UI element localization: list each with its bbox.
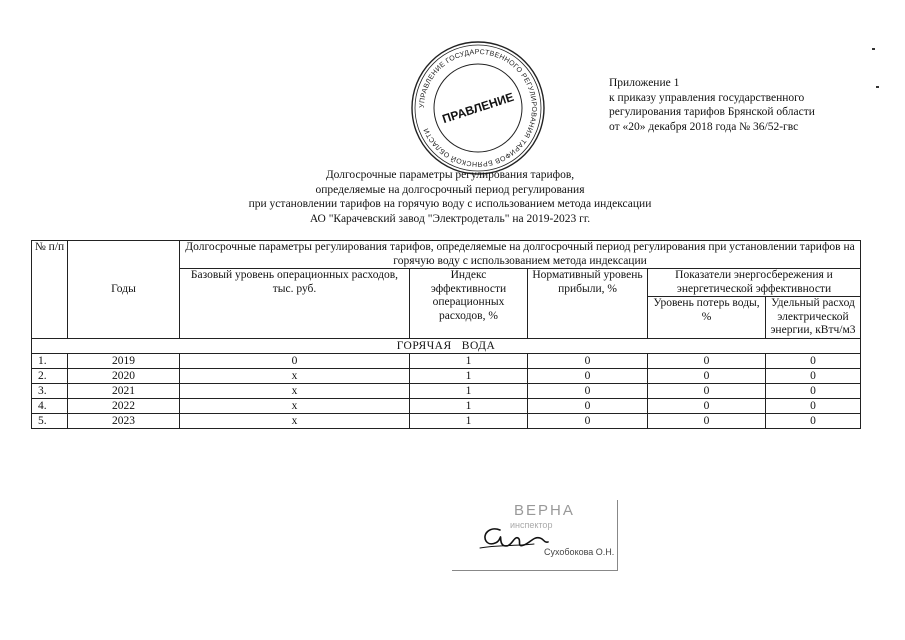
table-row <box>32 353 861 368</box>
cell-num: 2. <box>32 368 68 383</box>
cell-efficiency-index: 1 <box>410 383 528 398</box>
cell-year: 2019 <box>68 353 180 368</box>
cell-water-loss: 0 <box>648 368 766 383</box>
cell-num: 4. <box>32 398 68 413</box>
cell-profit-level: 0 <box>528 398 648 413</box>
cell-profit-level: 0 <box>528 413 648 428</box>
table-row <box>32 413 861 428</box>
table-row <box>32 368 861 383</box>
certification-name: Сухобокова О.Н. <box>544 547 615 557</box>
header-specific-energy: Удельный расход электрической энергии, кВтч/м3 <box>766 297 861 339</box>
cell-num: 3. <box>32 383 68 398</box>
certification-mark: ВЕРНА <box>514 502 575 519</box>
cell-profit-level: 0 <box>528 353 648 368</box>
appendix-block <box>609 76 889 134</box>
title-line-3: при установлении тарифов на горячую воду с использованием метода индексации <box>248 198 652 210</box>
cell-year: 2021 <box>68 383 180 398</box>
scan-speck <box>876 86 879 88</box>
cell-water-loss: 0 <box>648 398 766 413</box>
cell-year: 2020 <box>68 368 180 383</box>
seal-ring-text: УПРАВЛЕНИЕ ГОСУДАРСТВЕННОГО РЕГУЛИРОВАНИЯ ТАРИФОВ БРЯНСКОЙ ОБЛАСТИ <box>418 48 538 168</box>
cell-specific-energy: 0 <box>766 383 861 398</box>
cell-num: 1. <box>32 353 68 368</box>
seal-center-text: ПРАВЛЕНИЕ <box>440 89 516 127</box>
cell-water-loss: 0 <box>648 413 766 428</box>
header-row-1 <box>32 241 861 269</box>
cell-specific-energy: 0 <box>766 413 861 428</box>
appendix-line-1: Приложение 1 <box>609 77 680 89</box>
cell-water-loss: 0 <box>648 383 766 398</box>
signature <box>478 524 550 552</box>
cell-specific-energy: 0 <box>766 368 861 383</box>
title-line-4: АО "Карачевский завод "Электродеталь" на 2019-2023 гг. <box>309 212 591 225</box>
document-title <box>150 168 750 226</box>
cell-num: 5. <box>32 413 68 428</box>
table-row <box>32 383 861 398</box>
header-group: Долгосрочные параметры регулирования тарифов, определяемые на долгосрочный период регулирования при установлении тарифов на горячую воду с использованием метода индексации <box>180 241 861 269</box>
header-profit-level: Нормативный уровень прибыли, % <box>528 269 648 339</box>
official-seal <box>408 38 548 178</box>
cell-base-opex: х <box>180 413 410 428</box>
cell-efficiency-index: 1 <box>410 413 528 428</box>
section-row <box>32 338 861 353</box>
header-energy-group: Показатели энергосбережения и энергетической эффективности <box>648 269 861 297</box>
cell-specific-energy: 0 <box>766 398 861 413</box>
cell-base-opex: х <box>180 383 410 398</box>
cell-efficiency-index: 1 <box>410 368 528 383</box>
scan-speck <box>872 48 875 50</box>
table-row <box>32 398 861 413</box>
cell-base-opex: х <box>180 398 410 413</box>
title-line-1: Долгосрочные параметры регулирования тарифов, <box>325 169 575 181</box>
header-water-loss: Уровень потерь воды, % <box>648 297 766 339</box>
cell-profit-level: 0 <box>528 383 648 398</box>
section-label: ГОРЯЧАЯ ВОДА <box>32 338 861 353</box>
cell-efficiency-index: 1 <box>410 353 528 368</box>
appendix-line-4: от «20» декабря 2018 года № 36/52-гвс <box>609 120 799 133</box>
cell-efficiency-index: 1 <box>410 398 528 413</box>
certification-position: инспектор <box>510 520 553 530</box>
cell-base-opex: 0 <box>180 353 410 368</box>
header-base-opex: Базовый уровень операционных расходов, тыс. руб. <box>180 269 410 339</box>
cell-water-loss: 0 <box>648 353 766 368</box>
cell-profit-level: 0 <box>528 368 648 383</box>
header-num: № п/п <box>32 241 68 339</box>
header-years: Годы <box>68 241 180 339</box>
cell-specific-energy: 0 <box>766 353 861 368</box>
parameters-table <box>31 240 861 429</box>
title-line-2: определяемые на долгосрочный период регулирования <box>315 183 585 196</box>
cell-base-opex: х <box>180 368 410 383</box>
header-efficiency-index: Индекс эффективности операционных расходов, % <box>410 269 528 339</box>
cell-year: 2023 <box>68 413 180 428</box>
appendix-line-2: к приказу управления государственного <box>609 91 805 104</box>
cell-year: 2022 <box>68 398 180 413</box>
appendix-line-3: регулирования тарифов Брянской области <box>609 106 815 118</box>
